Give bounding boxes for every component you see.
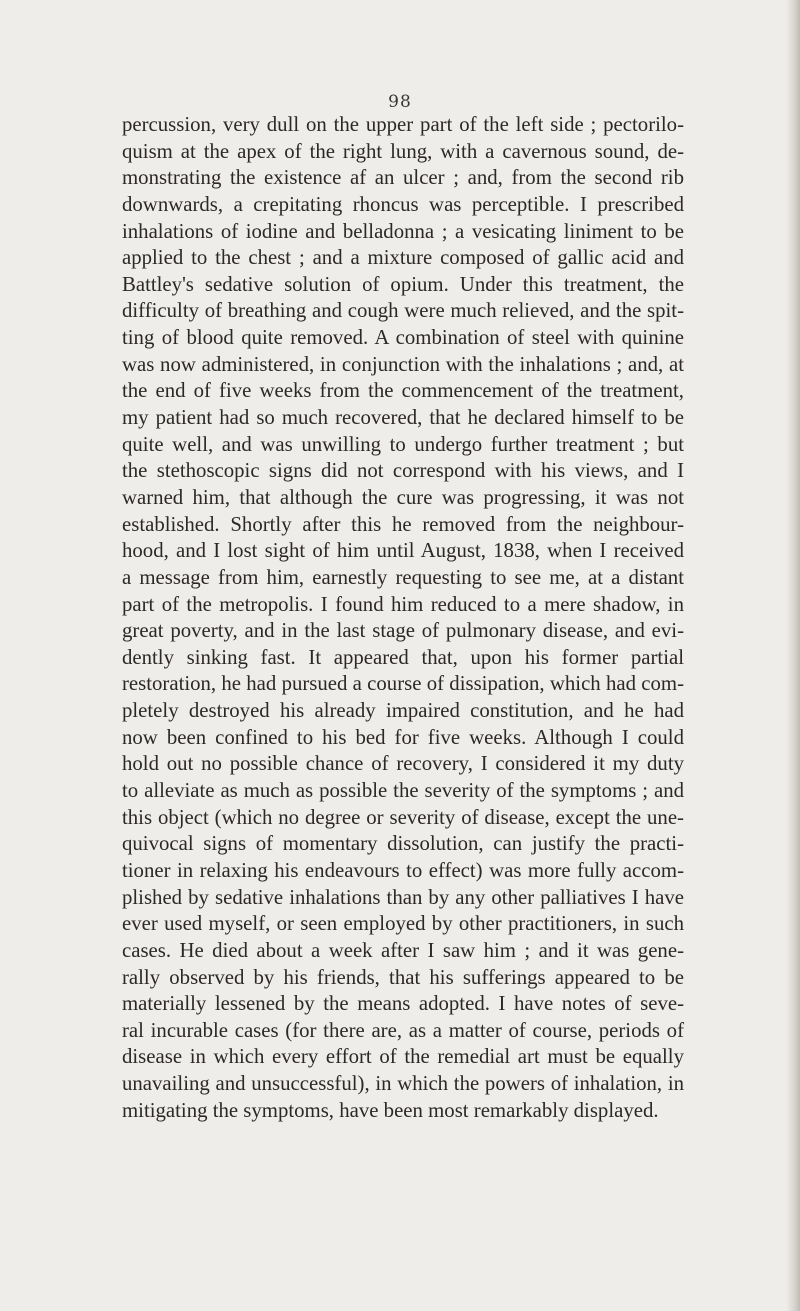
text-line: plished by sedative inhalations than by any other palliatives I have xyxy=(122,885,684,909)
text-line: the end of five weeks from the commencement of the treatment, xyxy=(122,379,684,403)
text-line: to alleviate as much as possible the severity of the symptoms ; and xyxy=(122,779,684,803)
text-line: warned him, that although the cure was progressing, it was not xyxy=(122,485,684,509)
text-line: quivocal signs of momentary dissolution, can justify the practi- xyxy=(122,832,684,856)
body-text xyxy=(122,112,684,1124)
text-line: was now administered, in conjunction with the inhalations ; and, at xyxy=(122,352,684,376)
text-line: established. Shortly after this he removed from the neighbour- xyxy=(122,512,684,536)
page-edge-shadow xyxy=(786,0,800,1311)
text-line: quism at the apex of the right lung, with a cavernous sound, de- xyxy=(122,139,684,163)
text-line: unavailing and unsuccessful), in which the powers of inhalation, in xyxy=(122,1072,684,1096)
text-line: rally observed by his friends, that his sufferings appeared to be xyxy=(122,965,684,989)
text-line: percussion, very dull on the upper part of the left side ; pectorilo- xyxy=(122,113,684,136)
text-line: Battley's sedative solution of opium. Under this treatment, the xyxy=(122,272,684,296)
text-line: inhalations of iodine and belladonna ; a vesicating liniment to be xyxy=(122,219,684,243)
text-line: restoration, he had pursued a course of dissipation, which had com- xyxy=(122,672,684,696)
text-line: now been confined to his bed for five weeks. Although I could xyxy=(122,725,684,749)
text-line: this object (which no degree or severity of disease, except the une- xyxy=(122,805,684,829)
text-line: cases. He died about a week after I saw him ; and it was gene- xyxy=(122,938,684,962)
text-line: part of the metropolis. I found him reduced to a mere shadow, in xyxy=(122,592,684,616)
page-number: 98 xyxy=(388,92,412,112)
text-line: difficulty of breathing and cough were much relieved, and the spit- xyxy=(122,299,684,323)
text-line: hold out no possible chance of recovery, I considered it my duty xyxy=(122,752,684,776)
text-line: tioner in relaxing his endeavours to effect) was more fully accom- xyxy=(122,858,684,882)
text-line: materially lessened by the means adopted. I have notes of seve- xyxy=(122,992,684,1016)
text-line: ral incurable cases (for there are, as a matter of course, periods of xyxy=(122,1018,684,1042)
text-line-last: mitigating the symptoms, have been most remarkably displayed. xyxy=(122,1098,659,1122)
text-line: great poverty, and in the last stage of pulmonary disease, and evi- xyxy=(122,619,684,643)
text-line: disease in which every effort of the remedial art must be equally xyxy=(122,1045,684,1069)
text-line: ever used myself, or seen employed by other practitioners, in such xyxy=(122,912,684,936)
text-line: my patient had so much recovered, that he declared himself to be xyxy=(122,406,684,430)
text-line: dently sinking fast. It appeared that, upon his former partial xyxy=(122,645,684,669)
text-line: ting of blood quite removed. A combination of steel with quinine xyxy=(122,326,684,350)
text-line: hood, and I lost sight of him until August, 1838, when I received xyxy=(122,539,684,563)
text-line: downwards, a crepitating rhoncus was perceptible. I prescribed xyxy=(122,192,684,216)
text-line: monstrating the existence af an ulcer ; and, from the second rib xyxy=(122,166,684,190)
text-line: quite well, and was unwilling to undergo further treatment ; but xyxy=(122,432,684,456)
text-line: applied to the chest ; and a mixture composed of gallic acid and xyxy=(122,246,684,270)
text-line: a message from him, earnestly requesting to see me, at a distant xyxy=(122,565,684,589)
text-line: pletely destroyed his already impaired constitution, and he had xyxy=(122,699,684,723)
text-line: the stethoscopic signs did not correspond with his views, and I xyxy=(122,459,684,483)
